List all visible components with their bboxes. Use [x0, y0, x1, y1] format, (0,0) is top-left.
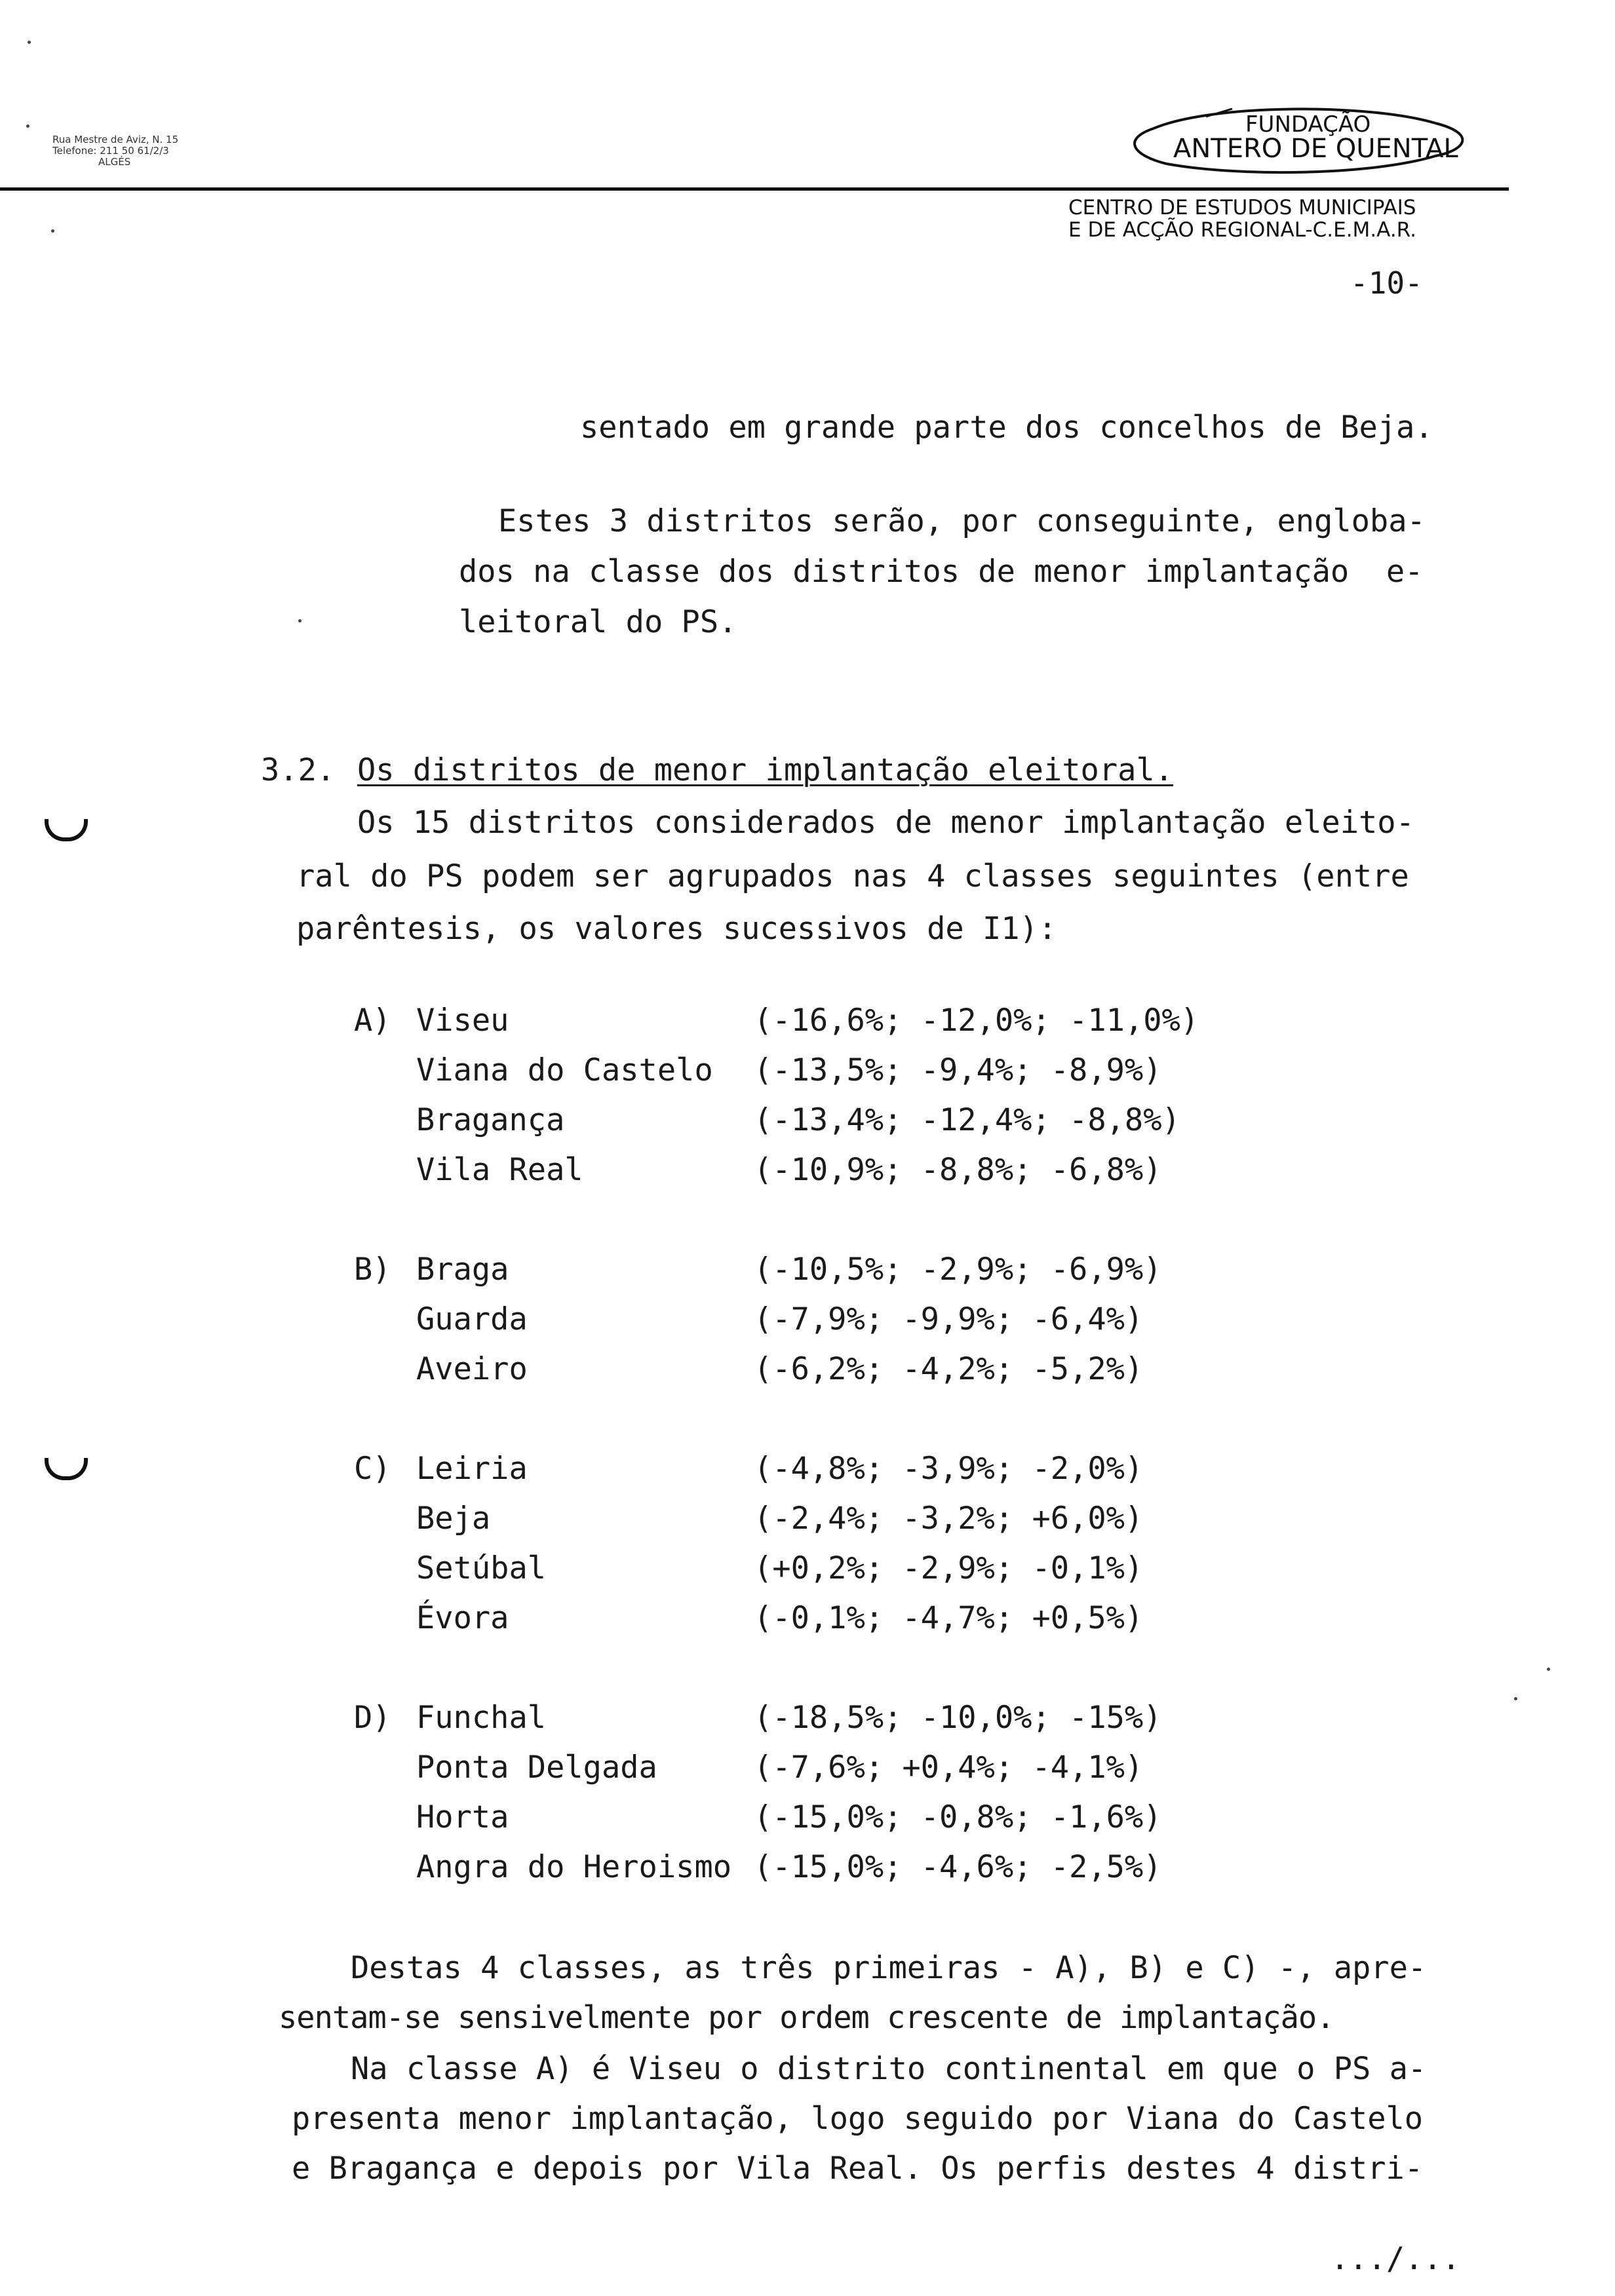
centre-name-line-2: E DE ACÇÃO REGIONAL-C.E.M.A.R. — [1068, 218, 1416, 242]
district-name: Bragança — [416, 1102, 565, 1138]
class-letter-c: C) — [354, 1451, 391, 1487]
district-values: (-15,0%; -0,8%; -1,6%) — [754, 1799, 1162, 1835]
para-line-2: dos na classe dos distritos de menor implantação e- — [459, 554, 1424, 590]
conclusion-line-1: Destas 4 classes, as três primeiras - A), B) e C) -, apre- — [351, 1950, 1427, 1986]
scan-speck — [1547, 1668, 1550, 1671]
address-block — [52, 134, 178, 168]
district-name: Beja — [416, 1501, 491, 1537]
district-values: (-0,1%; -4,7%; +0,5%) — [754, 1600, 1144, 1636]
continuation-mark: .../... — [1331, 2241, 1461, 2277]
district-values: (-10,5%; -2,9%; -6,9%) — [754, 1252, 1162, 1288]
scan-speck — [26, 124, 29, 128]
district-name: Leiria — [416, 1451, 528, 1487]
scan-speck — [51, 229, 54, 233]
scan-speck — [298, 619, 302, 622]
district-values: (-2,4%; -3,2%; +6,0%) — [754, 1501, 1144, 1537]
binder-hole-icon — [45, 1458, 88, 1480]
header-rule — [0, 187, 1509, 191]
district-name: Aveiro — [416, 1351, 528, 1387]
foundation-logo — [1108, 104, 1475, 176]
district-name: Évora — [416, 1600, 509, 1636]
logo-text-fundacao: FUNDAÇÃO — [1245, 111, 1371, 138]
intro-line: sentado em grande parte dos concelhos de Beja. — [580, 410, 1433, 446]
address-line-3: ALGÉS — [98, 156, 131, 168]
district-name: Ponta Delgada — [416, 1750, 657, 1786]
section-line-1: Os 15 distritos considerados de menor implantação eleito- — [357, 805, 1414, 841]
section-title: Os distritos de menor implantação eleitoral. — [357, 752, 1174, 788]
conclusion-line-2: sentam-se sensivelmente por ordem crescente de implantação. — [279, 2000, 1334, 2036]
class-letter-d: D) — [354, 1700, 391, 1736]
page-number: -10- — [1350, 265, 1423, 301]
district-name: Vila Real — [416, 1152, 583, 1188]
district-name: Setúbal — [416, 1550, 547, 1586]
para-line-1: Estes 3 distritos serão, por conseguinte, engloba- — [498, 503, 1426, 539]
centre-name-line-1: CENTRO DE ESTUDOS MUNICIPAIS — [1068, 196, 1416, 220]
binder-hole-icon — [45, 819, 88, 841]
address-line-2: Telefone: 211 50 61/2/3 — [52, 145, 169, 157]
section-line-2: ral do PS podem ser agrupados nas 4 classes seguintes (entre — [296, 858, 1409, 894]
district-values: (-13,4%; -12,4%; -8,8%) — [754, 1102, 1180, 1138]
district-values: (-7,6%; +0,4%; -4,1%) — [754, 1750, 1144, 1786]
district-values: (-10,9%; -8,8%; -6,8%) — [754, 1152, 1162, 1188]
para-line-3: leitoral do PS. — [459, 604, 737, 640]
district-name: Braga — [416, 1252, 509, 1288]
district-name: Horta — [416, 1799, 509, 1835]
scan-speck — [1514, 1697, 1517, 1700]
logo-text-antero: ANTERO DE QUENTAL — [1173, 134, 1458, 164]
district-values: (-15,0%; -4,6%; -2,5%) — [754, 1849, 1162, 1885]
district-values: (-13,5%; -9,4%; -8,9%) — [754, 1052, 1162, 1088]
district-values: (-16,6%; -12,0%; -11,0%) — [754, 1003, 1199, 1039]
class-letter-a: A) — [354, 1003, 391, 1039]
district-name: Viana do Castelo — [416, 1052, 713, 1088]
district-name: Angra do Heroismo — [416, 1849, 732, 1885]
district-values: (-7,9%; -9,9%; -6,4%) — [754, 1301, 1144, 1337]
district-values: (+0,2%; -2,9%; -0,1%) — [754, 1550, 1144, 1586]
scan-speck — [28, 41, 31, 44]
district-values: (-4,8%; -3,9%; -2,0%) — [754, 1451, 1144, 1487]
class-letter-b: B) — [354, 1252, 391, 1288]
district-values: (-6,2%; -4,2%; -5,2%) — [754, 1351, 1144, 1387]
conclusion-line-4: presenta menor implantação, logo seguido por Viana do Castelo — [292, 2101, 1424, 2137]
district-values: (-18,5%; -10,0%; -15%) — [754, 1700, 1162, 1736]
district-name: Guarda — [416, 1301, 528, 1337]
section-number: 3.2. — [261, 752, 336, 788]
district-name: Viseu — [416, 1003, 509, 1039]
conclusion-line-3: Na classe A) é Viseu o distrito continental em que o PS a- — [351, 2051, 1427, 2087]
conclusion-line-5: e Bragança e depois por Vila Real. Os perfis destes 4 distri- — [292, 2151, 1424, 2187]
section-line-3: parêntesis, os valores sucessivos de I1): — [296, 911, 1057, 947]
district-name: Funchal — [416, 1700, 547, 1736]
address-line-1: Rua Mestre de Aviz, N. 15 — [52, 134, 179, 145]
